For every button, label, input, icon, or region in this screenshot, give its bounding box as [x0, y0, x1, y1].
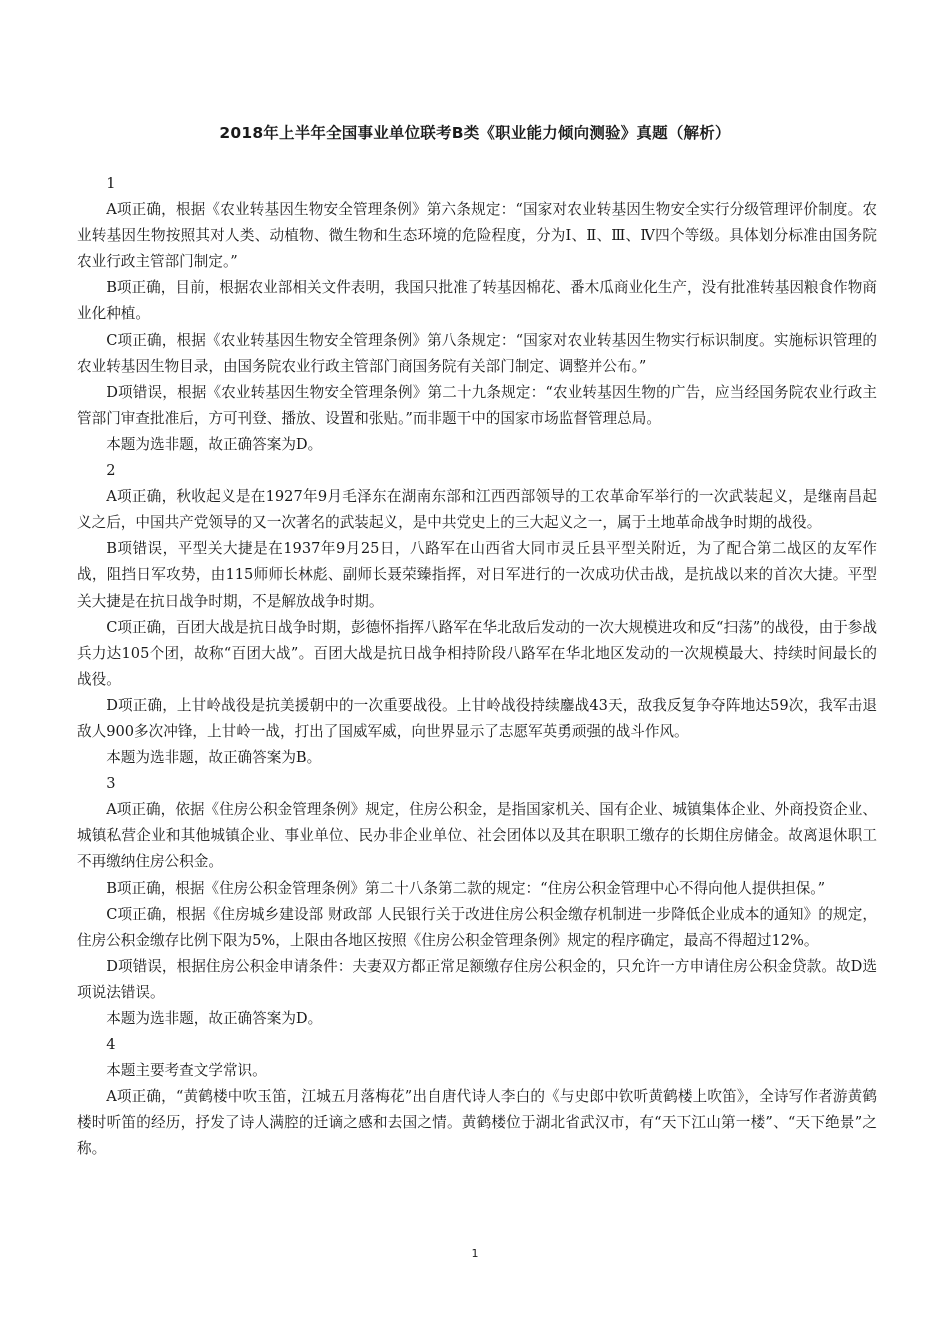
paragraph: 本题主要考查文学常识。 — [106, 1062, 267, 1080]
paragraph: C项正确，根据《住房城乡建设部 财政部 人民银行关于改进住房公积金缴存机制进一步降低企业成本的通知》的规定，住房公积金缴存比例下限为5%，上限由各地区按照《住房公积金管理条例》规定的程序确定，最高不得超过12%。 — [77, 905, 877, 949]
paragraph: C项正确，百团大战是抗日战争时期，彭德怀指挥八路军在华北敌后发动的一次大规模进攻和反“扫荡”的战役，由于参战兵力达105个团，故称“百团大战”。百团大战是抗日战争相持阶段八路军在华北地区发动的一次规模最大、持续时间最长的战役。 — [77, 618, 877, 688]
paragraph: D项错误，根据《农业转基因生物安全管理条例》第二十九条规定：“农业转基因生物的广告，应当经国务院农业行政主管部门审查批准后，方可刊登、播放、设置和张贴。”而非题干中的国家市场监督管理总局。 — [77, 383, 877, 427]
paragraph: D项错误，根据住房公积金申请条件：夫妻双方都正常足额缴存住房公积金的，只允许一方申请住房公积金贷款。故D选项说法错误。 — [77, 957, 877, 1001]
paragraph: A项正确，“黄鹤楼中吹玉笛，江城五月落梅花”出自唐代诗人李白的《与史郎中钦听黄鹤楼上吹笛》，全诗写作者游黄鹤楼时听笛的经历，抒发了诗人满腔的迁谪之感和去国之情。黄鹤楼位于湖北省武汉市，有“天下江山第一楼”、“天下绝景”之称。 — [77, 1088, 877, 1158]
question-number: 1 — [106, 175, 116, 192]
document-title: 2018年上半年全国事业单位联考B类《职业能力倾向测验》真题（解析） — [219, 124, 731, 142]
question-number: 2 — [106, 462, 116, 480]
paragraph: A项正确，根据《农业转基因生物安全管理条例》第六条规定：“国家对农业转基因生物安全实行分级管理评价制度。农业转基因生物按照其对人类、动植物、微生物和生态环境的危险程度，分为Ⅰ、Ⅱ、Ⅲ、Ⅳ四个等级。具体划分标准由国务院农业行政主管部门制定。” — [77, 201, 877, 271]
answer-paragraph: 本题为选非题，故正确答案为D。 — [106, 1010, 323, 1027]
paragraph: B项正确，根据《住房公积金管理条例》第二十八条第二款的规定：“住房公积金管理中心不得向他人提供担保。” — [106, 879, 826, 897]
page-number: 1 — [471, 1247, 479, 1260]
question-number: 4 — [106, 1036, 116, 1054]
paragraph: D项正确，上甘岭战役是抗美援朝中的一次重要战役。上甘岭战役持续鏖战43天，敌我反复争夺阵地达59次，我军击退敌人900多次冲锋，上甘岭一战，打出了国威军威，向世界显示了志愿军英勇顽强的战斗作风。 — [77, 696, 877, 740]
document-body — [77, 171, 877, 1163]
paragraph: A项正确，依据《住房公积金管理条例》规定，住房公积金，是指国家机关、国有企业、城镇集体企业、外商投资企业、城镇私营企业和其他城镇企业、事业单位、民办非企业单位、社会团体以及其在职职工缴存的长期住房储金。故离退休职工不再缴纳住房公积金。 — [77, 801, 877, 871]
paragraph: B项正确，目前，根据农业部相关文件表明，我国只批准了转基因棉花、番木瓜商业化生产，没有批准转基因粮食作物商业化种植。 — [77, 279, 877, 323]
paragraph: B项错误，平型关大捷是在1937年9月25日，八路军在山西省大同市灵丘县平型关附近，为了配合第二战区的友军作战，阻挡日军攻势，由115师师长林彪、副师长聂荣臻指挥，对日军进行的一次成功伏击战，是抗战以来的首次大捷。平型关大捷是在抗日战争时期，不是解放战争时期。 — [77, 540, 877, 610]
question-number: 3 — [106, 775, 116, 793]
answer-paragraph: 本题为选非题，故正确答案为B。 — [106, 749, 322, 767]
answer-paragraph: 本题为选非题，故正确答案为D。 — [106, 435, 323, 453]
paragraph: A项正确，秋收起义是在1927年9月毛泽东在湖南东部和江西西部领导的工农革命军举行的一次武装起义，是继南昌起义之后，中国共产党领导的又一次著名的武装起义，是中共党史上的三大起义之一，属于土地革命战争时期的战役。 — [77, 488, 877, 532]
paragraph: C项正确，根据《农业转基因生物安全管理条例》第八条规定：“国家对农业转基因生物实行标识制度。实施标识管理的农业转基因生物目录，由国务院农业行政主管部门商国务院有关部门制定、调整并公布。” — [77, 331, 877, 375]
